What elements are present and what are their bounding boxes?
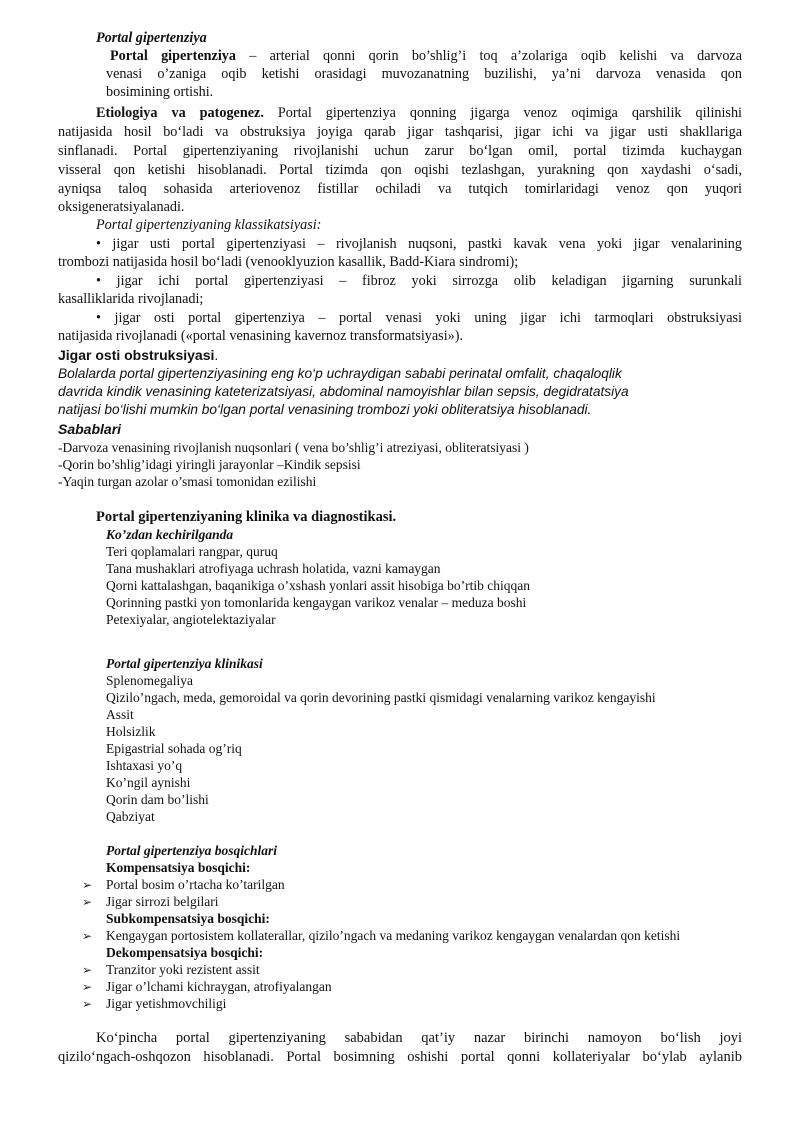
clinic-title: Portal gipertenziya klinikasi: [106, 656, 263, 671]
decompensation-stage-item: Tranzitor yoki rezistent assit: [106, 962, 260, 977]
definition-term: Portal gipertenziya: [110, 48, 236, 64]
inspection-item: Petexiyalar, angiotelektaziyalar: [106, 612, 276, 627]
clinic-item: Holsizlik: [106, 724, 156, 739]
compensation-stage-item: Jigar sirrozi belgilari: [106, 894, 219, 909]
definition-line-1: [110, 47, 742, 65]
arrow-bullet-icon: ➢: [82, 980, 93, 994]
subhepatic-line-1: Bolalarda portal gipertenziyasining eng ko‘p uchraydigan sababi perinatal omfalit, chaqaloqlik: [58, 366, 622, 381]
arrow-bullet-icon: ➢: [82, 878, 93, 892]
decompensation-stage-item: Jigar o’lchami kichraygan, atrofiyalangan: [106, 979, 332, 994]
definition-text-1: – arterial qonni qorin bo’shlig’i toq a’zolariga oqib kelishi va darvoza: [249, 48, 743, 64]
arrow-bullet-icon: ➢: [82, 929, 93, 943]
classification-item-2-line-1: • jigar ichi portal gipertenziyasi – fibroz yoki sirrozga olib keladigan jigarning surunkali: [96, 273, 742, 289]
clinic-item: Assit: [106, 707, 134, 722]
clinic-item: Ishtaxasi yo’q: [106, 758, 183, 773]
clinic-item: Epigastrial sohada og’riq: [106, 741, 242, 756]
stages-title: Portal gipertenziya bosqichlari: [106, 843, 278, 858]
arrow-bullet-icon: ➢: [82, 963, 93, 977]
definition-line-2: venasi o’zaniga oqib ketishi orasidagi muvozanatning buzilishi, ya’ni darvoza venasida qon: [106, 66, 742, 82]
etiology-text-1: Portal gipertenziya qonning jigarga venoz oqimiga qarshilik qilinishi: [277, 105, 742, 121]
classification-item-2-line-2: kasalliklarida rivojlanadi;: [58, 291, 204, 307]
causes-item: -Darvoza venasining rivojlanish nuqsonlari ( vena bo’shlig’i atreziyasi, obliteratsiyasi ): [58, 440, 529, 455]
closing-line-2: qizilo‘ngach-oshqozon hisoblanadi. Portal bosimning oshishi portal qonni kollateriyalar bo‘ylab aylanib: [58, 1049, 742, 1065]
closing-line-1: Ko‘pincha portal gipertenziyaning sababidan qat’iy nazar birinchi namoyon bo‘lish joyi: [96, 1030, 742, 1046]
inspection-item: Tana mushaklari atrofiyaga uchrash holatida, vazni kamaygan: [106, 561, 441, 576]
subhepatic-line-3: natijasi bo‘lishi mumkin bo‘lgan portal venasining trombozi yoki obliteratsiya hisoblanadi.: [58, 402, 592, 417]
etiology-line-2: natijasida hosil bo‘ladi va obstruksiya joyiga qarab jigar tashqarisi, jigar ichi va jigar usti shakllariga: [58, 124, 742, 140]
compensation-stage-item: Portal bosim o’rtacha ko’tarilgan: [106, 877, 285, 892]
subhepatic-title: Jigar osti obstruksiyasi: [58, 347, 215, 363]
decompensation-stage-item: Jigar yetishmovchiligi: [106, 996, 227, 1011]
subcompensation-stage-title: Subkompensatsiya bosqichi:: [106, 911, 270, 926]
clinic-diagnostics-heading: Portal gipertenziyaning klinika va diagnostikasi.: [96, 509, 397, 525]
clinic-item: Splenomegaliya: [106, 673, 193, 688]
clinic-item: Qorin dam bo’lishi: [106, 792, 209, 807]
definition-line-3: bosimining ortishi.: [106, 84, 214, 100]
etiology-line-6: oksigeneratsiyalanadi.: [58, 199, 185, 215]
clinic-item: Qabziyat: [106, 809, 155, 824]
arrow-bullet-icon: ➢: [82, 997, 93, 1011]
inspection-item: Teri qoplamalari rangpar, quruq: [106, 544, 278, 559]
causes-item: -Yaqin turgan azolar o’smasi tomonidan ezilishi: [58, 474, 317, 489]
classification-item-1-line-1: • jigar usti portal gipertenziyasi – rivojlanish nuqsoni, pastki kavak vena yoki jigar venalarining: [96, 236, 742, 252]
subcompensation-stage-item: Kengaygan portosistem kollaterallar, qizilo’ngach va medaning varikoz kengaygan venalardan qon ketishi: [106, 928, 681, 943]
subhepatic-line-2: davrida kindik venasining kateterizatsiyasi, abdominal namoyishlar bilan sepsis, degidratatsiya: [58, 384, 629, 399]
etiology-title: Etiologiya va patogenez.: [96, 105, 264, 121]
classification-title: Portal gipertenziyaning klassikatsiyasi:: [96, 217, 322, 233]
inspection-item: Qorinning pastki yon tomonlarida kengaygan varikoz venalar – meduza boshi: [106, 595, 527, 610]
arrow-bullet-icon: ➢: [82, 895, 93, 909]
clinic-item: Ko’ngil aynishi: [106, 775, 191, 790]
classification-item-3-line-1: • jigar osti portal gipertenziya – portal venasi yoki uning jigar ichi tarmoqlari obstruksiyasi: [96, 310, 742, 326]
inspection-title: Ko’zdan kechirilganda: [106, 527, 234, 542]
classification-item-1-line-2: trombozi natijasida hosil bo‘ladi (venooklyuzion kasallik, Badd-Kiara sindromi);: [58, 254, 519, 270]
etiology-line-3: sinflanadi. Portal gipertenziyaning rivojlanishi uchun zarur bo‘lgan omil, portal tizimda kuchaygan: [58, 143, 742, 159]
section-heading-portal: Portal gipertenziya: [96, 30, 207, 46]
causes-title: Sabablari: [58, 421, 122, 437]
decompensation-stage-title: Dekompensatsiya bosqichi:: [106, 945, 264, 960]
clinic-item: Qizilo’ngach, meda, gemoroidal va qorin devorining pastki qismidagi venalarning varikoz kengayishi: [106, 690, 656, 705]
compensation-stage-title: Kompensatsiya bosqichi:: [106, 860, 251, 875]
etiology-line-5: ayniqsa taloq sohasida arteriovenoz fistillar ochiladi va tutqich tomirlaridagi venoz qon yuqori: [58, 181, 742, 197]
subhepatic-heading: [58, 346, 218, 364]
causes-item: -Qorin bo’shlig’idagi yiringli jarayonlar –Kindik sepsisi: [58, 457, 361, 472]
etiology-line-4: visseral qon ketishi hisoblanadi. Portal tizimda qon oqishi tezlashgan, yurakning qon xaydashi o‘sadi,: [58, 162, 742, 178]
etiology-line-1: [96, 104, 742, 122]
subhepatic-title-dot: .: [214, 347, 219, 363]
inspection-item: Qorni kattalashgan, baqanikiga o’xshash yonlari assit hisobiga bo’rtib chiqqan: [106, 578, 531, 593]
classification-item-3-line-2: natijasida rivojlanadi («portal venasining kavernoz transformatsiyasi»).: [58, 328, 464, 344]
